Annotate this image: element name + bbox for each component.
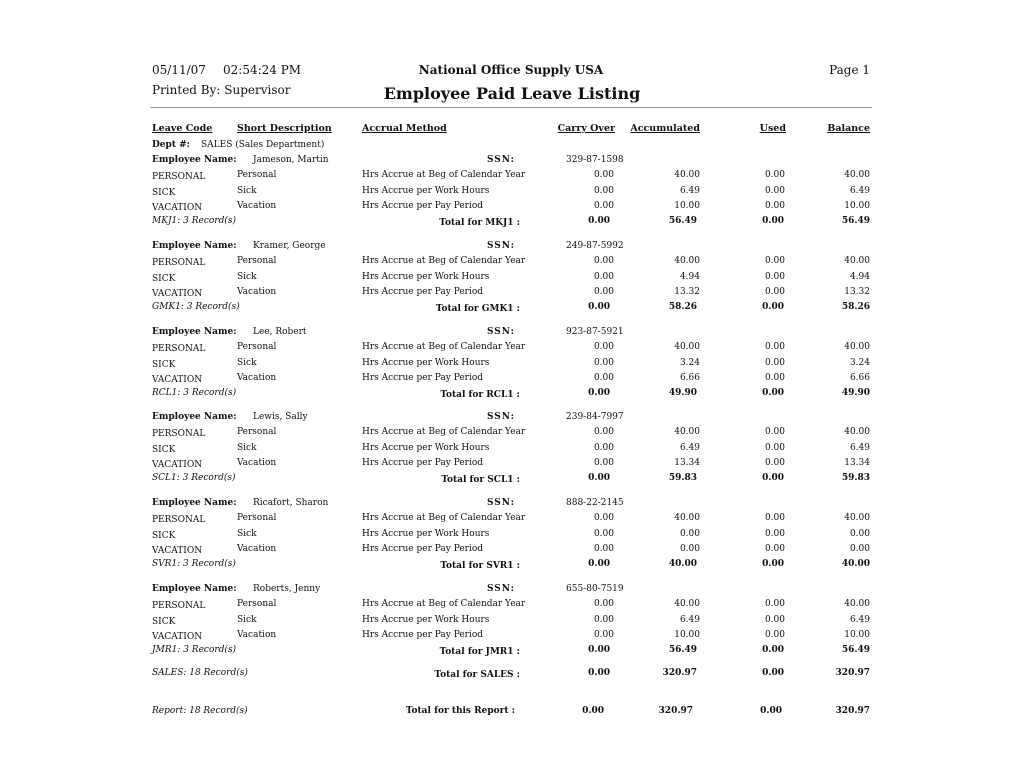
accrual-method: Hrs Accrue per Pay Period bbox=[362, 201, 484, 211]
carry-over-value: 0.00 bbox=[593, 256, 614, 266]
used-value: 0.00 bbox=[764, 287, 785, 297]
group-total-accum: 49.90 bbox=[668, 388, 697, 398]
employee-name-label: Employee Name: bbox=[152, 241, 237, 251]
short-description: Personal bbox=[237, 256, 277, 266]
col-short-description: Short Description bbox=[237, 123, 332, 134]
employee-name-label: Employee Name: bbox=[152, 412, 237, 422]
print-date: 05/11/07 bbox=[152, 63, 206, 77]
ssn-label: SSN: bbox=[486, 412, 515, 422]
balance-value: 40.00 bbox=[844, 342, 870, 352]
used-value: 0.00 bbox=[764, 442, 785, 453]
group-total-used: 0.00 bbox=[762, 559, 784, 569]
leave-code: PERSONAL bbox=[152, 429, 206, 439]
report-records: Report: 18 Record(s) bbox=[152, 706, 248, 716]
leave-code: VACATION bbox=[152, 289, 203, 299]
report-total-used: 0.00 bbox=[760, 706, 782, 716]
ssn-label: SSN: bbox=[486, 155, 515, 165]
carry-over-value: 0.00 bbox=[593, 528, 614, 539]
leave-code: PERSONAL bbox=[152, 344, 206, 354]
ssn-label: SSN: bbox=[486, 584, 515, 594]
leave-code: PERSONAL bbox=[152, 172, 206, 182]
balance-value: 6.66 bbox=[849, 373, 870, 383]
accrual-method: Hrs Accrue per Pay Period bbox=[362, 373, 484, 383]
group-total-accum: 56.49 bbox=[668, 645, 697, 655]
accumulated-value: 13.34 bbox=[674, 458, 700, 468]
short-description: Vacation bbox=[237, 630, 277, 640]
balance-value: 6.49 bbox=[849, 442, 870, 453]
leave-code: PERSONAL bbox=[152, 515, 206, 525]
accrual-method: Hrs Accrue per Pay Period bbox=[362, 287, 484, 297]
balance-value: 3.24 bbox=[849, 357, 870, 368]
balance-value: 40.00 bbox=[844, 599, 870, 609]
carry-over-value: 0.00 bbox=[593, 614, 614, 625]
carry-over-value: 0.00 bbox=[593, 287, 614, 297]
employee-name-label: Employee Name: bbox=[152, 327, 237, 337]
accumulated-value: 40.00 bbox=[674, 170, 700, 180]
accrual-method: Hrs Accrue at Beg of Calendar Year bbox=[362, 170, 526, 180]
accumulated-value: 40.00 bbox=[674, 256, 700, 266]
leave-code: SICK bbox=[152, 187, 176, 198]
ssn-label: SSN: bbox=[486, 241, 515, 251]
accrual-method: Hrs Accrue per Work Hours bbox=[362, 357, 490, 368]
accrual-method: Hrs Accrue per Work Hours bbox=[362, 614, 490, 625]
carry-over-value: 0.00 bbox=[593, 373, 614, 383]
employee-group bbox=[0, 412, 1024, 502]
employee-group bbox=[0, 327, 1024, 417]
balance-value: 6.49 bbox=[849, 614, 870, 625]
leave-code: PERSONAL bbox=[152, 601, 206, 611]
carry-over-value: 0.00 bbox=[593, 458, 614, 468]
balance-value: 6.49 bbox=[849, 185, 870, 196]
group-total-label: Total for MKJ1 : bbox=[439, 218, 520, 228]
employee-ssn: 888-22-2145 bbox=[566, 498, 624, 508]
leave-code: SICK bbox=[152, 616, 176, 627]
col-carry-over: Carry Over bbox=[557, 123, 615, 134]
used-value: 0.00 bbox=[764, 342, 785, 352]
employee-name-label: Employee Name: bbox=[152, 155, 237, 165]
balance-value: 0.00 bbox=[849, 528, 870, 539]
carry-over-value: 0.00 bbox=[593, 342, 614, 352]
used-value: 0.00 bbox=[764, 271, 785, 282]
group-total-used: 0.00 bbox=[762, 388, 784, 398]
short-description: Personal bbox=[237, 342, 277, 352]
short-description: Vacation bbox=[237, 373, 277, 383]
header-divider bbox=[150, 107, 872, 108]
employee-name: Lee, Robert bbox=[253, 327, 307, 337]
accumulated-value: 0.00 bbox=[679, 544, 700, 554]
group-total-balance: 56.49 bbox=[841, 216, 870, 226]
employee-ssn: 329-87-1598 bbox=[566, 155, 624, 165]
used-value: 0.00 bbox=[764, 357, 785, 368]
accumulated-value: 4.94 bbox=[679, 271, 700, 282]
carry-over-value: 0.00 bbox=[593, 357, 614, 368]
group-total-accum: 58.26 bbox=[668, 302, 697, 312]
accumulated-value: 40.00 bbox=[674, 513, 700, 523]
dept-records: SALES: 18 Record(s) bbox=[152, 668, 248, 678]
col-leave-code: Leave Code bbox=[152, 123, 213, 134]
accrual-method: Hrs Accrue at Beg of Calendar Year bbox=[362, 256, 526, 266]
leave-code: VACATION bbox=[152, 203, 203, 213]
used-value: 0.00 bbox=[764, 544, 785, 554]
employee-name-label: Employee Name: bbox=[152, 498, 237, 508]
accrual-method: Hrs Accrue at Beg of Calendar Year bbox=[362, 342, 526, 352]
short-description: Vacation bbox=[237, 287, 277, 297]
group-total-balance: 58.26 bbox=[841, 302, 870, 312]
accumulated-value: 0.00 bbox=[679, 528, 700, 539]
group-total-carry: 0.00 bbox=[588, 302, 610, 312]
group-total-balance: 40.00 bbox=[841, 559, 870, 569]
accumulated-value: 40.00 bbox=[674, 427, 700, 437]
leave-code: VACATION bbox=[152, 632, 203, 642]
report-title: Employee Paid Leave Listing bbox=[383, 84, 641, 103]
employee-ssn: 239-84-7997 bbox=[566, 412, 624, 422]
employee-group bbox=[0, 584, 1024, 674]
accumulated-value: 3.24 bbox=[679, 357, 700, 368]
print-time: 02:54:24 PM bbox=[223, 63, 302, 77]
group-records: MKJ1: 3 Record(s) bbox=[152, 216, 237, 226]
group-total-label: Total for JMR1 : bbox=[439, 647, 520, 657]
short-description: Sick bbox=[237, 185, 257, 196]
short-description: Vacation bbox=[237, 544, 277, 554]
group-total-carry: 0.00 bbox=[588, 559, 610, 569]
used-value: 0.00 bbox=[764, 256, 785, 266]
employee-group bbox=[0, 498, 1024, 588]
accumulated-value: 6.49 bbox=[679, 614, 700, 625]
col-accrual-method: Accrual Method bbox=[362, 123, 447, 134]
group-records: SCL1: 3 Record(s) bbox=[152, 473, 236, 483]
used-value: 0.00 bbox=[764, 201, 785, 211]
used-value: 0.00 bbox=[764, 373, 785, 383]
report-total-balance: 320.97 bbox=[835, 706, 870, 716]
leave-code: VACATION bbox=[152, 460, 203, 470]
balance-value: 0.00 bbox=[849, 544, 870, 554]
dept-total-accum: 320.97 bbox=[662, 668, 697, 678]
group-total-used: 0.00 bbox=[762, 302, 784, 312]
accumulated-value: 10.00 bbox=[674, 630, 700, 640]
accrual-method: Hrs Accrue per Work Hours bbox=[362, 528, 490, 539]
balance-value: 40.00 bbox=[844, 256, 870, 266]
company-name: National Office Supply USA bbox=[418, 63, 604, 77]
accrual-method: Hrs Accrue per Work Hours bbox=[362, 442, 490, 453]
carry-over-value: 0.00 bbox=[593, 271, 614, 282]
dept-total-balance: 320.97 bbox=[835, 668, 870, 678]
balance-value: 40.00 bbox=[844, 513, 870, 523]
ssn-label: SSN: bbox=[486, 498, 515, 508]
group-records: GMK1: 3 Record(s) bbox=[152, 302, 240, 312]
leave-code: VACATION bbox=[152, 375, 203, 385]
employee-name-label: Employee Name: bbox=[152, 584, 237, 594]
group-total-label: Total for SCL1 : bbox=[441, 475, 520, 485]
accumulated-value: 13.32 bbox=[674, 287, 700, 297]
employee-name: Lewis, Sally bbox=[253, 412, 308, 422]
group-total-label: Total for GMK1 : bbox=[435, 304, 520, 314]
leave-code: SICK bbox=[152, 359, 176, 370]
balance-value: 13.32 bbox=[844, 287, 870, 297]
col-used: Used bbox=[759, 123, 786, 134]
group-total-label: Total for RCL1 : bbox=[440, 390, 520, 400]
leave-code: SICK bbox=[152, 444, 176, 455]
col-balance: Balance bbox=[827, 123, 870, 134]
carry-over-value: 0.00 bbox=[593, 544, 614, 554]
leave-code: SICK bbox=[152, 530, 176, 541]
short-description: Personal bbox=[237, 170, 277, 180]
used-value: 0.00 bbox=[764, 513, 785, 523]
group-total-accum: 40.00 bbox=[668, 559, 697, 569]
short-description: Personal bbox=[237, 513, 277, 523]
used-value: 0.00 bbox=[764, 599, 785, 609]
dept-total-carry: 0.00 bbox=[588, 668, 610, 678]
group-total-carry: 0.00 bbox=[588, 216, 610, 226]
short-description: Vacation bbox=[237, 458, 277, 468]
carry-over-value: 0.00 bbox=[593, 513, 614, 523]
carry-over-value: 0.00 bbox=[593, 599, 614, 609]
used-value: 0.00 bbox=[764, 185, 785, 196]
group-total-used: 0.00 bbox=[762, 473, 784, 483]
accrual-method: Hrs Accrue at Beg of Calendar Year bbox=[362, 599, 526, 609]
used-value: 0.00 bbox=[764, 458, 785, 468]
accumulated-value: 6.49 bbox=[679, 442, 700, 453]
accumulated-value: 6.49 bbox=[679, 185, 700, 196]
group-total-carry: 0.00 bbox=[588, 473, 610, 483]
accumulated-value: 40.00 bbox=[674, 342, 700, 352]
employee-ssn: 923-87-5921 bbox=[566, 327, 624, 337]
printed-by: Printed By: Supervisor bbox=[152, 83, 291, 97]
carry-over-value: 0.00 bbox=[593, 442, 614, 453]
group-records: SVR1: 3 Record(s) bbox=[152, 559, 236, 569]
group-total-accum: 59.83 bbox=[668, 473, 697, 483]
accrual-method: Hrs Accrue per Pay Period bbox=[362, 544, 484, 554]
short-description: Personal bbox=[237, 599, 277, 609]
report-total-label: Total for this Report : bbox=[405, 706, 515, 716]
carry-over-value: 0.00 bbox=[593, 630, 614, 640]
accumulated-value: 6.66 bbox=[679, 373, 700, 383]
accrual-method: Hrs Accrue at Beg of Calendar Year bbox=[362, 513, 526, 523]
carry-over-value: 0.00 bbox=[593, 427, 614, 437]
leave-code: PERSONAL bbox=[152, 258, 206, 268]
used-value: 0.00 bbox=[764, 427, 785, 437]
employee-name: Jameson, Martin bbox=[253, 155, 329, 165]
employee-ssn: 249-87-5992 bbox=[566, 241, 624, 251]
group-total-balance: 59.83 bbox=[841, 473, 870, 483]
report-total-accum: 320.97 bbox=[658, 706, 693, 716]
leave-code: SICK bbox=[152, 273, 176, 284]
group-records: RCL1: 3 Record(s) bbox=[152, 388, 237, 398]
accumulated-value: 10.00 bbox=[674, 201, 700, 211]
col-accumulated: Accumulated bbox=[630, 123, 700, 134]
short-description: Sick bbox=[237, 357, 257, 368]
group-records: JMR1: 3 Record(s) bbox=[152, 645, 237, 655]
accrual-method: Hrs Accrue per Work Hours bbox=[362, 271, 490, 282]
accumulated-value: 40.00 bbox=[674, 599, 700, 609]
ssn-label: SSN: bbox=[486, 327, 515, 337]
carry-over-value: 0.00 bbox=[593, 201, 614, 211]
used-value: 0.00 bbox=[764, 528, 785, 539]
short-description: Sick bbox=[237, 271, 257, 282]
accrual-method: Hrs Accrue at Beg of Calendar Year bbox=[362, 427, 526, 437]
accrual-method: Hrs Accrue per Pay Period bbox=[362, 458, 484, 468]
accrual-method: Hrs Accrue per Pay Period bbox=[362, 630, 484, 640]
used-value: 0.00 bbox=[764, 614, 785, 625]
group-total-balance: 56.49 bbox=[841, 645, 870, 655]
employee-group bbox=[0, 155, 1024, 245]
employee-name: Roberts, Jenny bbox=[253, 584, 321, 594]
leave-code: VACATION bbox=[152, 546, 203, 556]
group-total-accum: 56.49 bbox=[668, 216, 697, 226]
balance-value: 13.34 bbox=[844, 458, 870, 468]
dept-label: Dept #: bbox=[152, 140, 190, 150]
balance-value: 40.00 bbox=[844, 427, 870, 437]
employee-name: Ricafort, Sharon bbox=[253, 498, 329, 508]
page-number: Page 1 bbox=[829, 63, 870, 77]
group-total-used: 0.00 bbox=[762, 645, 784, 655]
short-description: Sick bbox=[237, 614, 257, 625]
short-description: Personal bbox=[237, 427, 277, 437]
carry-over-value: 0.00 bbox=[593, 185, 614, 196]
carry-over-value: 0.00 bbox=[593, 170, 614, 180]
short-description: Sick bbox=[237, 442, 257, 453]
group-total-carry: 0.00 bbox=[588, 645, 610, 655]
employee-ssn: 655-80-7519 bbox=[566, 584, 624, 594]
dept-value: SALES (Sales Department) bbox=[201, 140, 325, 150]
balance-value: 40.00 bbox=[844, 170, 870, 180]
used-value: 0.00 bbox=[764, 170, 785, 180]
employee-name: Kramer, George bbox=[253, 241, 326, 251]
accrual-method: Hrs Accrue per Work Hours bbox=[362, 185, 490, 196]
balance-value: 10.00 bbox=[844, 630, 870, 640]
group-total-carry: 0.00 bbox=[588, 388, 610, 398]
dept-total-label: Total for SALES : bbox=[434, 670, 520, 680]
short-description: Sick bbox=[237, 528, 257, 539]
dept-total-used: 0.00 bbox=[762, 668, 784, 678]
employee-group bbox=[0, 241, 1024, 331]
used-value: 0.00 bbox=[764, 630, 785, 640]
balance-value: 4.94 bbox=[849, 271, 870, 282]
balance-value: 10.00 bbox=[844, 201, 870, 211]
short-description: Vacation bbox=[237, 201, 277, 211]
group-total-label: Total for SVR1 : bbox=[440, 561, 520, 571]
report-total-carry: 0.00 bbox=[582, 706, 604, 716]
group-total-used: 0.00 bbox=[762, 216, 784, 226]
group-total-balance: 49.90 bbox=[841, 388, 870, 398]
